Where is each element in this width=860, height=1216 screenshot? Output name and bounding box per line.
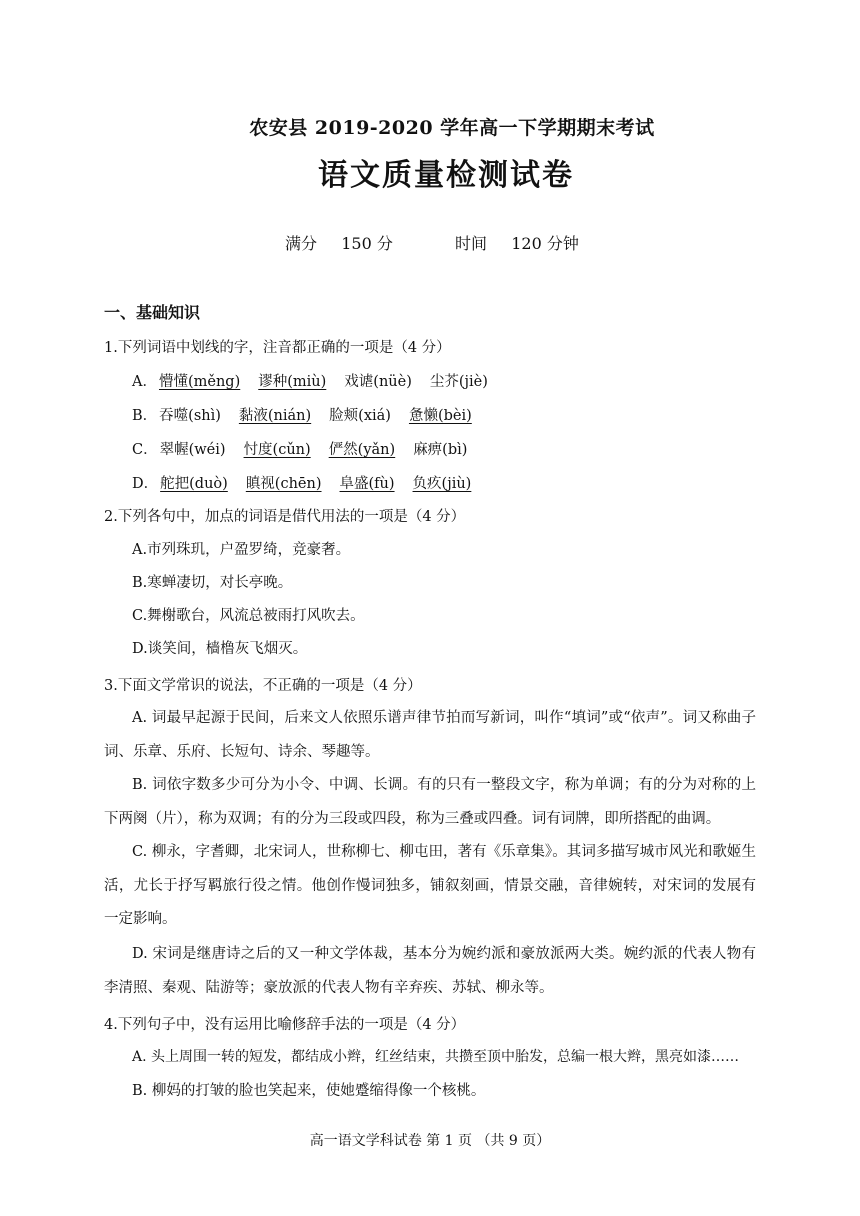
option-word: 翠幄(wéi)	[159, 442, 226, 458]
q3-option-d: D. 宋词是继唐诗之后的又一种文学体裁，基本分为婉约派和豪放派两大类。婉约派的代表人物有李清照、秦观、陆游等；豪放派的代表人物有辛弃疾、苏轼、柳永等。	[104, 946, 756, 996]
score-time-line	[285, 231, 579, 254]
option-word: 忖度(cǔn)	[243, 442, 311, 458]
q3-option-a: A. 词最早起源于民间，后来文人依照乐谱声律节拍而写新词，叫作“填词”或“依声”。词又称曲子词、乐章、乐府、长短句、诗余、琴趣等。	[104, 710, 756, 760]
q1-option-b	[132, 404, 490, 425]
q2-option-d: D.谈笑间，樯橹灰飞烟灭。	[132, 641, 308, 657]
option-word: 尘芥(jiè)	[429, 374, 488, 390]
q4-option-a: A. 头上周围一转的短发，都结成小辫，红丝结束，共攒至顶中胎发，总编一根大辫，黑亮如漆……	[132, 1049, 740, 1065]
option-letter: D．	[132, 476, 159, 492]
exam-title-line1: 农安县 2019-2020 学年高一下学期期末考试	[249, 117, 655, 139]
score-value: 150 分	[341, 234, 393, 253]
q2-stem: 2.下列各句中，加点的词语是借代用法的一项是（4 分）	[104, 509, 466, 525]
option-word: 谬种(miù)	[258, 374, 327, 390]
option-word: 惫懒(bèi)	[408, 408, 472, 424]
time-label: 时间	[455, 234, 488, 253]
option-word: 黏液(nián)	[238, 408, 312, 424]
option-word: 俨然(yǎn)	[328, 442, 396, 458]
q1-option-d	[132, 472, 489, 493]
option-letter: A．	[132, 374, 157, 390]
time-value: 120 分钟	[511, 234, 579, 253]
option-word: 瞋视(chēn)	[245, 476, 322, 492]
q4-stem: 4.下列句子中，没有运用比喻修辞手法的一项是（4 分）	[104, 1017, 466, 1033]
q2-option-c: C.舞榭歌台，风流总被雨打风吹去。	[132, 608, 365, 624]
q3-stem: 3.下面文学常识的说法，不正确的一项是（4 分）	[104, 678, 422, 694]
q4-option-b: B. 柳妈的打皱的脸也笑起来，使她蹙缩得像一个核桃。	[132, 1083, 486, 1099]
option-word: 懵懂(měng)	[158, 374, 241, 390]
q1-option-c	[132, 438, 485, 459]
q3-option-b: B. 词依字数多少可分为小令、中调、长调。有的只有一整段文字，称为单调；有的分为对称的上下两阕（片），称为双调；有的分为三段或四段，称为三叠或四叠。词有词牌，即所搭配的曲调。	[104, 777, 756, 827]
option-letter: B．	[132, 408, 158, 424]
page-footer: 高一语文学科试卷 第 1 页 （共 9 页）	[309, 1133, 551, 1149]
option-word: 舵把(duò)	[160, 476, 228, 492]
score-label: 满分	[285, 234, 318, 253]
option-word: 负疚(jiù)	[412, 476, 472, 492]
option-word: 阜盛(fù)	[339, 476, 395, 492]
option-word: 戏谑(nüè)	[344, 374, 412, 390]
option-word: 吞噬(shì)	[159, 408, 221, 424]
q2-option-a: A.市列珠玑，户盈罗绮，竞豪奢。	[132, 542, 351, 558]
option-word: 麻痹(bì)	[413, 442, 468, 458]
q3-option-c: C. 柳永，字耆卿，北宋词人，世称柳七、柳屯田，著有《乐章集》。其词多描写城市风光和歌姬生活，尤长于抒写羁旅行役之情。他创作慢词独多，铺叙刻画，情景交融，音律婉转，对宋词的发展有一定影响。	[104, 844, 756, 927]
q1-stem: 1.下列词语中划线的字，注音都正确的一项是（4 分）	[104, 340, 451, 356]
section-heading: 一、基础知识	[104, 303, 201, 322]
q2-option-b: B.寒蝉凄切，对长亭晚。	[132, 575, 293, 591]
option-word: 脸颊(xiá)	[329, 408, 391, 424]
exam-title-line2: 语文质量检测试卷	[318, 158, 574, 193]
option-letter: C．	[132, 442, 158, 458]
q1-option-a	[132, 370, 506, 391]
